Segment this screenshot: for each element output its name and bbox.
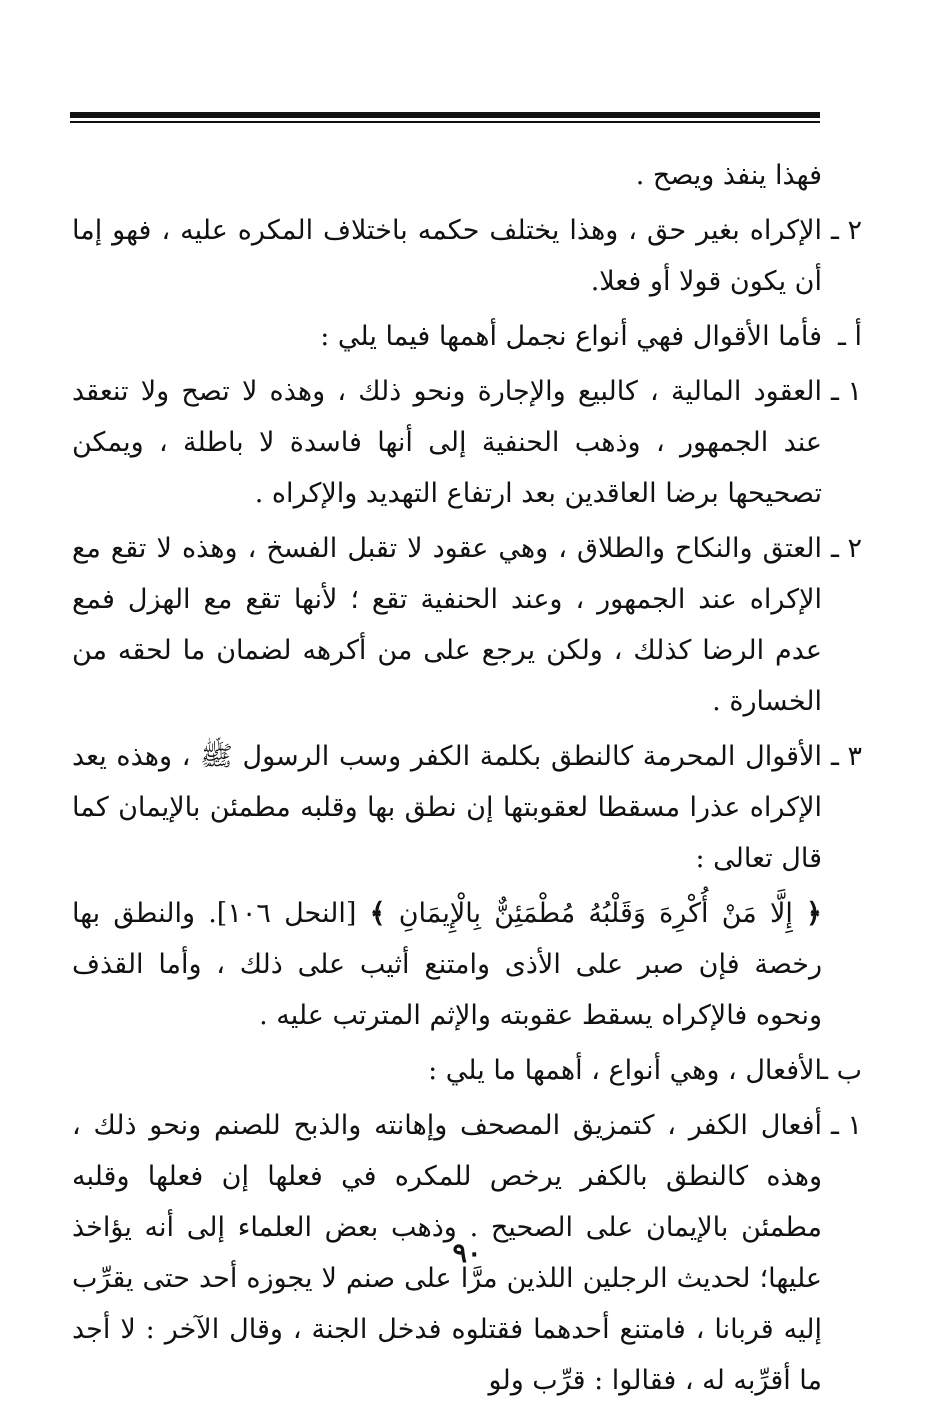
continuation-paragraph: [72, 150, 822, 201]
list-item: [72, 366, 862, 519]
list-item: [72, 311, 862, 362]
quran-verse: إِلَّا مَنْ أُكْرِهَ وَقَلْبُهُ مُطْمَئِنٌّ بِالْإِيمَانِ: [398, 898, 793, 929]
header-rule-thick: [70, 112, 820, 118]
list-item: [72, 205, 862, 307]
item-number: ٢ ـ: [830, 215, 862, 246]
item-number: أ ـ: [838, 321, 862, 352]
list-item: [72, 731, 862, 884]
list-item: [72, 1045, 862, 1096]
list-item: [72, 523, 862, 727]
verse-open-bracket: ﴿: [806, 898, 822, 929]
header-rule-thin: [70, 121, 820, 123]
verse-paragraph: [72, 888, 822, 1041]
item-text: العقود المالية ، كالبيع والإجارة ونحو ذلك ، وهذه لا تصح ولا تنعقد عند الجمهور ، وذهب الحنفية إلى أنها فاسدة لا باطلة ، ويمكن تصحيحها برضا العاقدين بعد ارتفاع التهديد والإكراه .: [72, 376, 822, 509]
item-text: الأفعال ، وهي أنواع ، أهمها ما يلي :: [428, 1055, 822, 1086]
item-number: ٣ ـ: [830, 741, 862, 772]
page-number: ٩٠: [452, 1238, 482, 1269]
paragraph-text: فهذا ينفذ ويصح .: [635, 160, 822, 191]
item-text: الإكراه بغير حق ، وهذا يختلف حكمه باختلاف المكره عليه ، فهو إما أن يكون قولا أو فعلا.: [72, 215, 822, 297]
item-number: ٢ ـ: [830, 533, 862, 564]
item-text: الأقوال المحرمة كالنطق بكلمة الكفر وسب الرسول ﷺ ، وهذه يعد الإكراه عذرا مسقطا لعقوبتها إن نطق بها وقلبه مطمئن بالإيمان كما قال تعالى :: [72, 741, 822, 874]
item-text: أفعال الكفر ، كتمزيق المصحف وإهانته والذبح للصنم ونحو ذلك ، وهذه كالنطق بالكفر يرخص للمكره في فعلها إن فعلها وقلبه مطمئن بالإيمان على الصحيح . وذهب بعض العلماء إلى أنه يؤاخذ عليها؛ لحديث الرجلين اللذين مرَّا على صنم لا يجوزه أحد حتى يقرِّب إليه قربانا ، فامتنع أحدهما فقتلوه فدخل الجنة ، وقال الآخر : لا أجد ما أقرِّبه له ، فقالوا : قرِّب ولو: [72, 1110, 822, 1396]
item-number: ب ـ: [820, 1055, 862, 1086]
page-body: [72, 150, 862, 1410]
item-text: العتق والنكاح والطلاق ، وهي عقود لا تقبل الفسخ ، وهذه لا تقع مع الإكراه عند الجمهور ، وعند الحنفية تقع ؛ لأنها تقع مع الهزل فمع عدم الرضا كذلك ، ولكن يرجع على من أكرهه لضمان ما لحقه من الخسارة .: [72, 533, 822, 717]
verse-close-bracket: ﴾: [369, 898, 386, 929]
item-number: ١ ـ: [830, 376, 862, 407]
item-text: فأما الأقوال فهي أنواع نجمل أهمها فيما يلي :: [320, 321, 822, 352]
item-number: ١ ـ: [830, 1110, 862, 1141]
paragraph-text: [النحل ١٠٦]. والنطق بها رخصة فإن صبر على الأذى وامتنع أثيب على ذلك ، وأما القذف ونحوه فالإكراه يسقط عقوبته والإثم المترتب عليه .: [72, 898, 822, 1031]
